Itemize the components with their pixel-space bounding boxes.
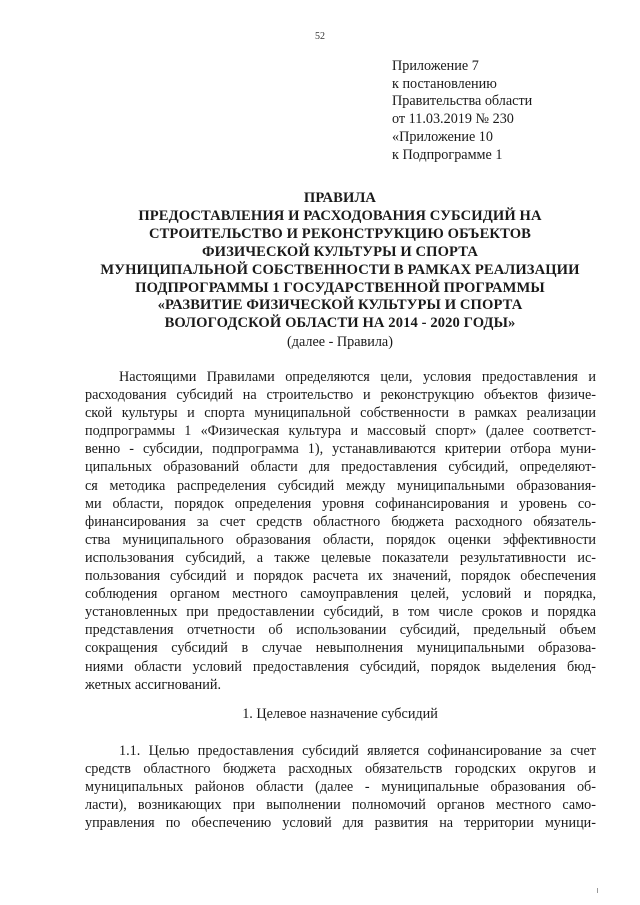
appendix-line: Правительства области (392, 93, 533, 110)
paragraph-line: Настоящими Правилами определяются цели, условия предоставления и (119, 369, 596, 385)
title-line: ПРЕДОСТАВЛЕНИЯ И РАСХОДОВАНИЯ СУБСИДИЙ НА (138, 207, 542, 224)
title-note: (далее - Правила) (287, 334, 393, 350)
appendix-reference-block (392, 58, 532, 164)
paragraph-line: ниями области условий предоставления субсидий, порядок выделения бюд- (85, 658, 596, 675)
paragraph-line: подпрограммы 1 «Физическая культура и массовый спорт» (далее соответст- (85, 423, 596, 440)
title-line: «РАЗВИТИЕ ФИЗИЧЕСКОЙ КУЛЬТУРЫ И СПОРТА (157, 297, 523, 314)
document-title (60, 190, 620, 333)
paragraph-line: жетных ассигнований. (85, 676, 222, 693)
title-line: ФИЗИЧЕСКОЙ КУЛЬТУРЫ И СПОРТА (201, 243, 478, 260)
paragraph-line: представления отчетности об использовании субсидий, предельный объем (85, 622, 596, 639)
intro-paragraph (85, 368, 596, 694)
page-number: 52 (315, 31, 325, 42)
title-line: МУНИЦИПАЛЬНОЙ СОБСТВЕННОСТИ В РАМКАХ РЕАЛИЗАЦИИ (100, 261, 580, 278)
paragraph-line: ской культуры и спорта муниципальной собственности в рамках реализации (85, 405, 596, 422)
section-1-paragraph (85, 742, 596, 832)
title-line: ВОЛОГОДСКОЙ ОБЛАСТИ НА 2014 - 2020 ГОДЫ» (164, 315, 516, 332)
paragraph-line: ся методика распределения субсидий между муниципальными образования- (85, 477, 596, 494)
scan-edge-mark (597, 888, 598, 893)
paragraph-line: использования субсидий, а также целевые показатели результативности ис- (85, 549, 596, 566)
paragraph-line: сокращения субсидий в случае невыполнения муниципальными образова- (85, 640, 596, 657)
paragraph-line: ства муниципального образования области, порядок оценки эффективности (85, 531, 596, 548)
paragraph-line: соблюдения органом местного самоуправления целей, условий и порядка, (85, 586, 596, 603)
paragraph-line: муниципальных районов области (далее - муниципальные образования об- (85, 779, 596, 796)
paragraph-line: пользования субсидий и порядок расчета их значений, порядок обеспечения (85, 568, 596, 585)
title-line: ПОДПРОГРАММЫ 1 ГОСУДАРСТВЕННОЙ ПРОГРАММЫ (135, 279, 545, 296)
title-line: ПРАВИЛА (303, 190, 377, 206)
paragraph-line: финансирования за счет средств областного бюджета расходного обязатель- (85, 513, 596, 530)
appendix-line: к Подпрограмме 1 (392, 146, 503, 163)
paragraph-line: венно - субсидии, подпрограмма 1), устанавливаются критерии отбора муни- (85, 441, 596, 458)
paragraph-line: управления по обеспечению условий для развития на территории муници- (85, 815, 596, 832)
section-heading: 1. Целевое назначение субсидий (242, 706, 438, 722)
appendix-line: Приложение 7 (392, 58, 479, 74)
appendix-line: «Приложение 10 (392, 128, 493, 145)
paragraph-line: ми области, порядок определения уровня софинансирования и уровень со- (85, 495, 596, 512)
paragraph-line: ципальных образований области для предоставления субсидий, определяют- (85, 459, 596, 476)
paragraph-line: 1.1. Целью предоставления субсидий является софинансирование за счет (119, 743, 596, 759)
appendix-line: от 11.03.2019 № 230 (392, 111, 514, 128)
paragraph-line: установленных при предоставлении субсидий, в том числе сроков и порядка (85, 604, 596, 621)
title-line: СТРОИТЕЛЬСТВО И РЕКОНСТРУКЦИЮ ОБЪЕКТОВ (148, 225, 532, 242)
paragraph-line: средств областного бюджета расходных обязательств городских округов и (85, 761, 596, 778)
appendix-line: к постановлению (392, 75, 497, 92)
paragraph-line: расходования субсидий на строительство и реконструкцию объектов физиче- (85, 387, 596, 404)
paragraph-line: ласти), возникающих при выполнении полномочий органов местного само- (85, 797, 596, 814)
